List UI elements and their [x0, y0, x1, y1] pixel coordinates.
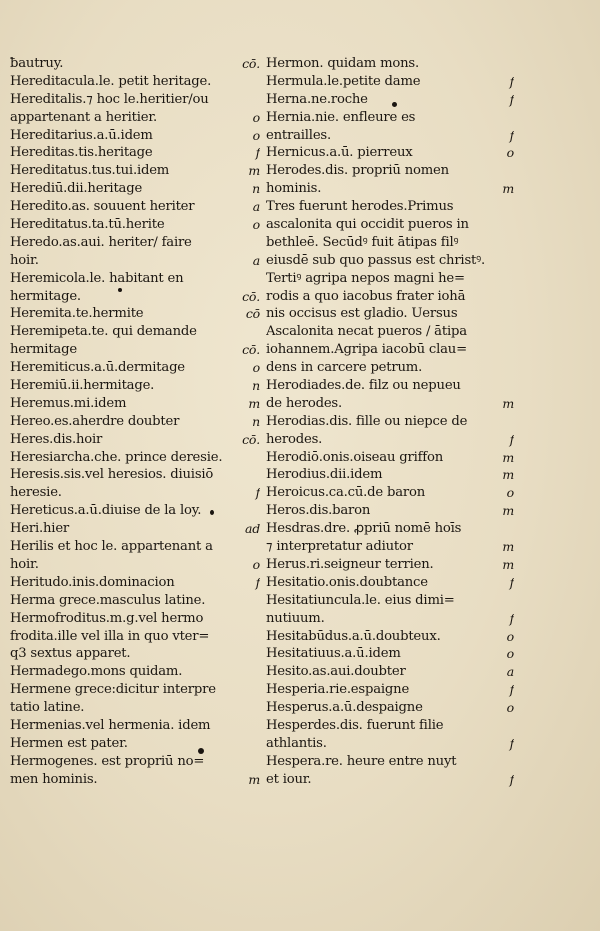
- entry-text: appartenant a heritier.: [10, 109, 157, 125]
- entry-text: et iour.: [266, 771, 312, 787]
- dictionary-line: [266, 520, 514, 538]
- dictionary-line: [266, 341, 514, 359]
- gender-mark: a: [506, 664, 514, 680]
- entry-text: Hernia.nie. enfleure es: [266, 109, 416, 125]
- gender-mark: f: [509, 73, 514, 89]
- dictionary-line: [266, 180, 514, 198]
- entry-text: Heredo.as.aui. heriter/ faire: [10, 234, 192, 250]
- entry-text: Herodias.dis. fille ou niepce de: [266, 413, 468, 429]
- gender-mark: m: [502, 556, 514, 572]
- gender-mark: m: [502, 467, 514, 483]
- dictionary-line: [266, 502, 514, 520]
- entry-text: Herodius.dii.idem: [266, 467, 383, 483]
- gender-mark: o: [252, 109, 260, 125]
- entry-text: Heri.hier: [10, 521, 70, 537]
- entry-text: ⁊ interpretatur adiutor: [266, 539, 413, 555]
- gender-mark: o: [506, 485, 514, 501]
- entry-text: hermitage: [10, 342, 77, 358]
- entry-text: Heremus.mi.idem: [10, 395, 127, 411]
- dictionary-line: [10, 538, 260, 556]
- entry-text: Hesitatiuus.a.ū.idem: [266, 646, 401, 662]
- dictionary-line: [266, 323, 514, 341]
- entry-text: de herodes.: [266, 395, 342, 411]
- entry-text: Hesperus.a.ū.despaigne: [266, 700, 423, 716]
- dictionary-line: [10, 341, 260, 359]
- entry-text: Hereditatus.ta.tū.herite: [10, 217, 165, 233]
- entry-text: Herma grece.masculus latine.: [10, 592, 206, 608]
- entry-text: Hernicus.a.ū. pierreux: [266, 145, 413, 161]
- dictionary-line: [10, 592, 260, 610]
- gender-mark: o: [506, 145, 514, 161]
- dictionary-line: [266, 162, 514, 180]
- dictionary-line: [10, 556, 260, 574]
- dictionary-line: [266, 574, 514, 592]
- dictionary-line: [266, 216, 514, 234]
- entry-text: ascalonita qui occidit pueros in: [266, 217, 469, 233]
- entry-text: Hermofroditus.m.g.vel hermo: [10, 610, 204, 626]
- entry-text: Hesitatiuncula.le. eius dimi=: [266, 592, 455, 608]
- dictionary-line: [266, 449, 514, 467]
- dictionary-line: [266, 127, 514, 145]
- dictionary-line: [266, 753, 514, 771]
- entry-text: nis occisus est gladio. Uersus: [266, 306, 458, 322]
- gender-mark: o: [252, 360, 260, 376]
- dictionary-line: [10, 574, 260, 592]
- dictionary-line: [266, 198, 514, 216]
- dictionary-line: [10, 323, 260, 341]
- entry-text: Hermenias.vel hermenia. idem: [10, 717, 211, 733]
- entry-text: Hereditacula.le. petit heritage.: [10, 73, 212, 89]
- dictionary-line: [10, 270, 260, 288]
- entry-text: entrailles.: [266, 127, 331, 143]
- dictionary-line: [10, 305, 260, 323]
- dictionary-line: [266, 717, 514, 735]
- dictionary-line: [266, 55, 514, 73]
- entry-text: herodes.: [266, 431, 323, 447]
- dictionary-line: [266, 252, 514, 270]
- dictionary-line: [266, 538, 514, 556]
- entry-text: hoir.: [10, 556, 39, 572]
- gender-mark: f: [509, 682, 514, 698]
- gender-mark: n: [252, 413, 260, 429]
- dictionary-line: [10, 753, 260, 771]
- dictionary-line: [10, 288, 260, 306]
- dictionary-line: [266, 556, 514, 574]
- gender-mark: o: [506, 628, 514, 644]
- entry-text: Herilis et hoc le. appartenant a: [10, 539, 213, 555]
- dictionary-line: [10, 735, 260, 753]
- dictionary-line: [10, 717, 260, 735]
- gender-mark: m: [502, 181, 514, 197]
- dictionary-line: [10, 127, 260, 145]
- entry-text: Herodiō.onis.oiseau griffon: [266, 449, 443, 465]
- dictionary-line: [10, 413, 260, 431]
- gender-mark: a: [252, 199, 260, 215]
- gender-mark: o: [252, 217, 260, 233]
- dictionary-line: [266, 377, 514, 395]
- entry-text: Herediū.dii.heritage: [10, 181, 143, 197]
- entry-text: rodis a quo iacobus frater iohā: [266, 288, 466, 304]
- ink-blot: [118, 288, 122, 292]
- entry-text: ƀautruy.: [10, 56, 64, 71]
- dictionary-line: [10, 91, 260, 109]
- entry-text: Hesperdes.dis. fuerunt filie: [266, 717, 444, 733]
- gender-mark: m: [502, 449, 514, 465]
- entry-text: Hereditatus.tus.tui.idem: [10, 163, 170, 179]
- entry-text: dens in carcere petrum.: [266, 360, 423, 376]
- gender-mark: o: [252, 556, 260, 572]
- dictionary-line: [266, 413, 514, 431]
- entry-text: bethleē. Secūdꝰ fuit ātipas filꝰ: [266, 234, 459, 250]
- ink-blot: [392, 102, 397, 107]
- entry-text: Hereditalis.⁊ hoc le.heritier/ou: [10, 91, 209, 107]
- gender-mark: f: [509, 771, 514, 787]
- left-column: [10, 55, 260, 789]
- dictionary-line: [10, 252, 260, 270]
- entry-text: hermitage.: [10, 288, 81, 304]
- gender-mark: o: [506, 646, 514, 662]
- entry-text: Herus.ri.seigneur terrien.: [266, 556, 434, 572]
- entry-text: iohannem.Agripa iacobū clau=: [266, 342, 467, 358]
- gender-mark: m: [248, 163, 260, 179]
- dictionary-line: [10, 359, 260, 377]
- dictionary-line: [266, 91, 514, 109]
- gender-mark: f: [255, 574, 260, 590]
- dictionary-line: [10, 449, 260, 467]
- entry-text: Hesitatio.onis.doubtance: [266, 574, 428, 590]
- dictionary-line: [10, 484, 260, 502]
- gender-mark: o: [506, 700, 514, 716]
- dictionary-line: [266, 395, 514, 413]
- dictionary-line: [10, 395, 260, 413]
- entry-text: Hespera.re. heure entre nuyt: [266, 753, 457, 769]
- dictionary-line: [266, 234, 514, 252]
- entry-text: frodita.ille vel illa in quo vter=: [10, 628, 210, 644]
- entry-text: Heremiticus.a.ū.dermitage: [10, 360, 185, 376]
- gender-mark: n: [252, 181, 260, 197]
- entry-text: Hermon. quidam mons.: [266, 56, 419, 71]
- gender-mark: n: [252, 378, 260, 394]
- entry-text: Hermula.le.petite dame: [266, 73, 421, 89]
- dictionary-line: [266, 144, 514, 162]
- dictionary-line: [266, 592, 514, 610]
- entry-text: Hesperia.rie.espaigne: [266, 682, 410, 698]
- entry-text: men hominis.: [10, 771, 98, 787]
- dictionary-line: [10, 431, 260, 449]
- gender-mark: f: [509, 610, 514, 626]
- gender-mark: ad: [244, 521, 260, 537]
- dictionary-line: [266, 73, 514, 91]
- dictionary-line: [10, 144, 260, 162]
- dictionary-line: [266, 645, 514, 663]
- entry-text: Hesito.as.aui.doubter: [266, 664, 406, 680]
- entry-text: athlantis.: [266, 735, 327, 751]
- entry-text: Hesdras.dre. ꝓpriū nomē hoīs: [266, 521, 462, 537]
- dictionary-line: [10, 377, 260, 395]
- dictionary-line: [266, 484, 514, 502]
- dictionary-line: [266, 359, 514, 377]
- gender-mark: o: [252, 127, 260, 143]
- dictionary-line: [266, 610, 514, 628]
- gender-mark: cō.: [242, 56, 260, 71]
- dictionary-line: [10, 771, 260, 789]
- dictionary-line: [266, 735, 514, 753]
- gender-mark: f: [509, 91, 514, 107]
- entry-text: Heritudo.inis.dominacion: [10, 574, 175, 590]
- entry-text: Hereticus.a.ū.diuise de la loy.: [10, 503, 202, 519]
- dictionary-line: [266, 699, 514, 717]
- gender-mark: f: [509, 735, 514, 751]
- entry-text: Herodes.dis. propriū nomen: [266, 163, 449, 179]
- entry-text: Heremiū.ii.hermitage.: [10, 378, 155, 394]
- entry-text: Heros.dis.baron: [266, 503, 371, 519]
- entry-text: Herna.ne.roche: [266, 91, 368, 107]
- dictionary-line: [10, 216, 260, 234]
- dictionary-line: [10, 628, 260, 646]
- entry-text: Herodiades.de. filz ou nepueu: [266, 378, 461, 394]
- entry-text: Hereditas.tis.heritage: [10, 145, 153, 161]
- entry-text: Heremita.te.hermite: [10, 306, 144, 322]
- dictionary-line: [10, 73, 260, 91]
- dictionary-line: [10, 610, 260, 628]
- dictionary-line: [10, 502, 260, 520]
- entry-text: Hesitabūdus.a.ū.doubteux.: [266, 628, 441, 644]
- dictionary-line: [10, 663, 260, 681]
- entry-text: Hermen est pater.: [10, 735, 128, 751]
- dictionary-line: [266, 431, 514, 449]
- gender-mark: cō: [245, 306, 260, 322]
- entry-text: Heremipeta.te. qui demande: [10, 324, 197, 340]
- entry-text: hoir.: [10, 252, 39, 268]
- dictionary-line: [266, 109, 514, 127]
- ink-blot: [210, 510, 214, 515]
- entry-text: Ascalonita necat pueros / ātipa: [266, 324, 467, 340]
- entry-text: heresie.: [10, 485, 62, 501]
- gender-mark: m: [248, 771, 260, 787]
- entry-text: hominis.: [266, 181, 322, 197]
- entry-text: Hereo.es.aherdre doubter: [10, 413, 180, 429]
- entry-text: Heresis.sis.vel heresios. diuisiō: [10, 467, 214, 483]
- right-column: [266, 55, 514, 789]
- gender-mark: cō.: [242, 431, 260, 447]
- entry-text: tatio latine.: [10, 700, 85, 716]
- entry-text: Heredito.as. souuent heriter: [10, 199, 195, 215]
- gender-mark: cō.: [242, 342, 260, 358]
- entry-text: Tertiꝰ agripa nepos magni he=: [266, 270, 465, 286]
- ink-blot: [198, 748, 204, 754]
- dictionary-line: [10, 520, 260, 538]
- dictionary-line: [10, 180, 260, 198]
- gender-mark: f: [509, 127, 514, 143]
- dictionary-line: [10, 645, 260, 663]
- gender-mark: f: [509, 574, 514, 590]
- entry-text: Heremicola.le. habitant en: [10, 270, 184, 286]
- entry-text: q3 sextus apparet.: [10, 646, 131, 662]
- entry-text: Hermene grece:dicitur interpre: [10, 682, 216, 698]
- dictionary-line: [266, 663, 514, 681]
- dictionary-line: [266, 466, 514, 484]
- entry-text: Hermadego.mons quidam.: [10, 664, 183, 680]
- entry-text: eiusdē sub quo passus est christꝰ.: [266, 252, 485, 268]
- dictionary-line: [10, 162, 260, 180]
- gender-mark: f: [255, 485, 260, 501]
- gender-mark: f: [509, 431, 514, 447]
- entry-text: Heroicus.ca.cū.de baron: [266, 485, 425, 501]
- gender-mark: cō.: [242, 288, 260, 304]
- gender-mark: m: [502, 395, 514, 411]
- entry-text: nutiuum.: [266, 610, 325, 626]
- entry-text: Heres.dis.hoir: [10, 431, 103, 447]
- dictionary-line: [10, 699, 260, 717]
- dictionary-line: [10, 109, 260, 127]
- dictionary-line: [10, 198, 260, 216]
- dictionary-line: [10, 681, 260, 699]
- entry-text: Tres fuerunt herodes.Primus: [266, 199, 454, 215]
- gender-mark: m: [248, 395, 260, 411]
- dictionary-line: [266, 305, 514, 323]
- dictionary-line: [10, 466, 260, 484]
- entry-text: Hermogenes. est propriū no=: [10, 753, 205, 769]
- gender-mark: f: [255, 145, 260, 161]
- gender-mark: m: [502, 503, 514, 519]
- dictionary-line: [266, 628, 514, 646]
- gender-mark: a: [252, 252, 260, 268]
- gender-mark: m: [502, 539, 514, 555]
- dictionary-line: [10, 234, 260, 252]
- dictionary-line: [266, 270, 514, 288]
- entry-text: Hereditarius.a.ū.idem: [10, 127, 153, 143]
- dictionary-line: [266, 771, 514, 789]
- entry-text: Heresiarcha.che. prince deresie.: [10, 449, 223, 465]
- dictionary-line: [266, 288, 514, 306]
- dictionary-line: [266, 681, 514, 699]
- dictionary-line: [10, 55, 260, 73]
